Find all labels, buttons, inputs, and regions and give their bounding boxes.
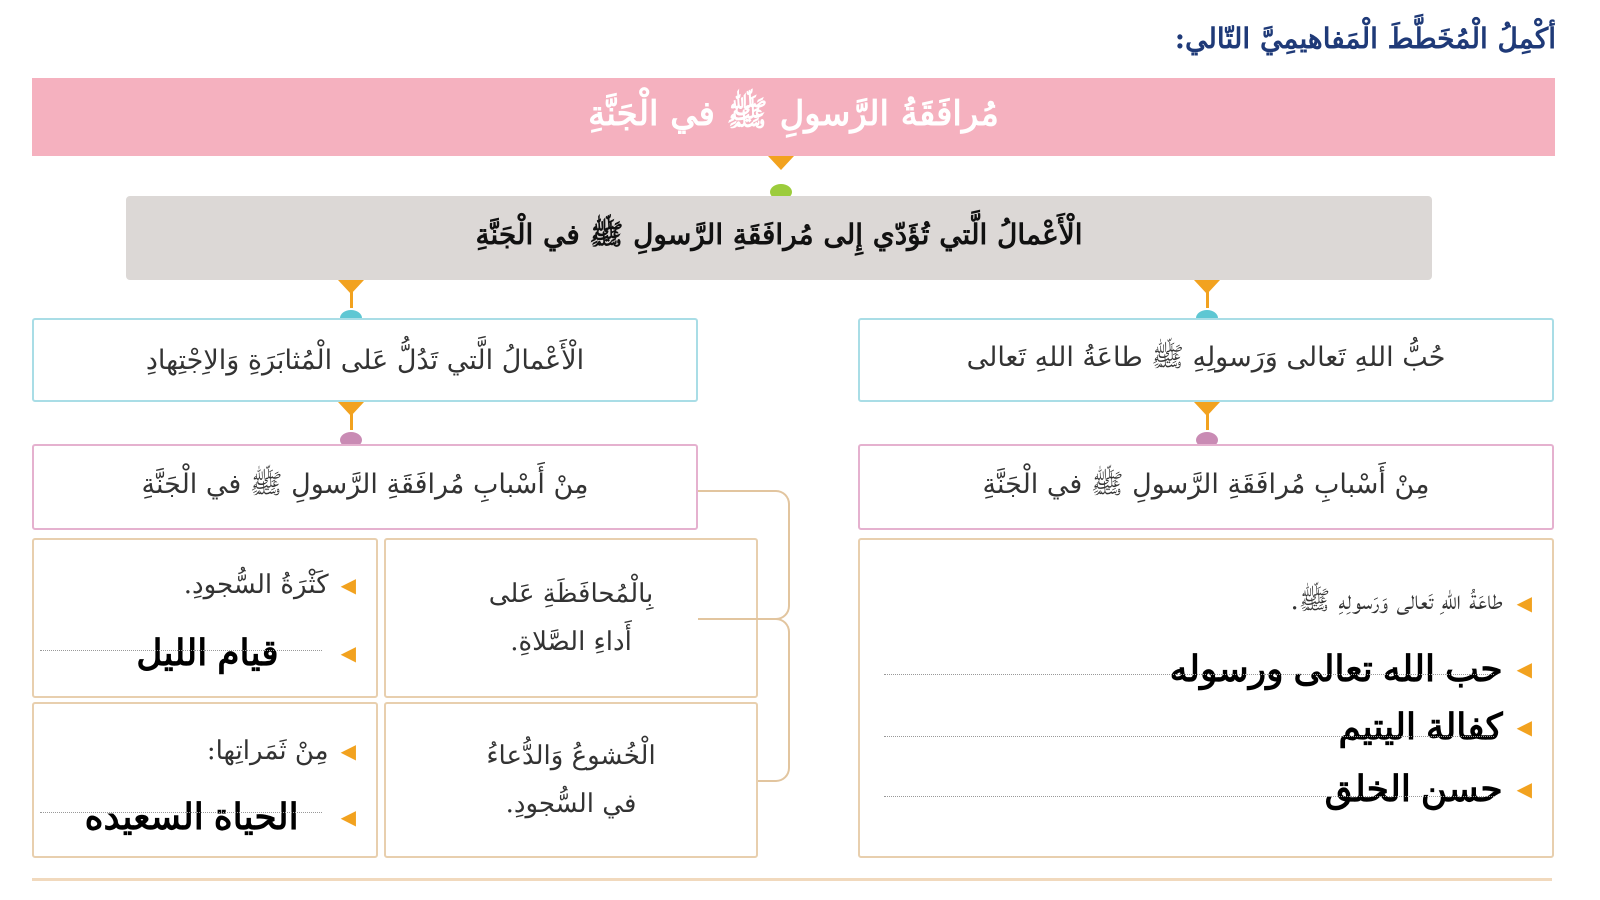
left-branch-heading-text: الْأَعْمالُ الَّتي تَدُلُّ عَلى الْمُثابَرَةِ وَالاِجْتِهادِ [145,344,585,376]
diagram-title [32,78,1555,156]
right-branch-subheading-box [858,444,1554,530]
cause-text-line: في السُّجودِ. [505,789,637,819]
connector-stem [350,414,353,430]
list-item [46,570,356,600]
bullet-arrow-icon: ◀ [1516,715,1532,739]
answer-line [884,674,1494,675]
right-branch-heading-text: حُبُّ اللهِ تَعالى وَرَسولِهِ ﷺ طاعَةُ اللهِ تَعالى [966,342,1446,373]
left-branch-subheading-box [32,444,698,530]
instruction-text: أكْمِلُ الْمُخَطَّطَ الْمَفاهيمِيَّ التّالي: [1174,22,1556,55]
connector-arrow-icon [768,156,794,170]
list-item [46,796,356,838]
diagram-title-text: مُرافَقَةُ الرَّسولِ ﷺ في الْجَنَّةِ [588,93,999,134]
result-print-text: مِنْ ثَمَراتِها: [206,736,329,766]
main-question-text: الْأَعْمالُ الَّتي تُؤَدّي إِلى مُرافَقَةِ الرَّسولِ ﷺ في الْجَنَّةِ [475,218,1083,251]
list-item [892,768,1532,810]
connector-stem [1206,292,1209,308]
bullet-arrow-icon: ◀ [340,641,356,665]
answer-line [40,650,322,651]
cause-text-line: بِالْمُحافَظَةِ عَلى [488,579,654,609]
left-branch-heading-box [32,318,698,402]
list-item [46,736,356,766]
main-question-box [126,196,1432,280]
answer-handwritten: قيام الليل [136,632,279,673]
answer-line [40,812,322,813]
bullet-arrow-icon: ◀ [1516,657,1532,681]
bullet-arrow-icon: ◀ [1516,591,1532,615]
list-item [892,584,1532,622]
result-box-1 [32,538,378,698]
list-item [892,706,1532,748]
bullet-arrow-icon: ◀ [340,739,356,763]
list-item [46,632,356,674]
cause-text-line: الْخُشوعُ وَالدُّعاءُ [486,741,656,771]
right-branch-subheading-text: مِنْ أَسْبابِ مُرافَقَةِ الرَّسولِ ﷺ في الْجَنَّةِ [982,469,1430,500]
bullet-arrow-icon: ◀ [1516,777,1532,801]
left-branch-subheading-text: مِنْ أَسْبابِ مُرافَقَةِ الرَّسولِ ﷺ في الْجَنَّةِ [141,469,589,500]
cause-box-2 [384,702,758,858]
bracket-connector [758,618,790,782]
connector-stem [1206,414,1209,430]
item-text: طاعَةُ اللهِ تَعالى وَرَسولِهِ ﷺ. [1290,586,1503,616]
result-print-text: كَثْرَةُ السُّجودِ. [183,570,329,600]
bottom-divider [32,878,1552,881]
right-branch-heading-box [858,318,1554,402]
answer-line [884,736,1494,737]
answer-handwritten: الحياة السعيده [84,796,299,837]
answer-handwritten: كفالة اليتيم [1338,706,1503,747]
bullet-arrow-icon: ◀ [340,573,356,597]
cause-text-line: أَداءِ الصَّلاةِ. [510,627,632,657]
answer-line [884,796,1494,797]
list-item [892,648,1532,690]
answer-handwritten: حب الله تعالى ورسوله [1169,648,1503,689]
bracket-connector [698,490,790,620]
answer-handwritten: حسن الخلق [1324,768,1503,809]
bullet-arrow-icon: ◀ [340,805,356,829]
connector-stem [350,292,353,308]
